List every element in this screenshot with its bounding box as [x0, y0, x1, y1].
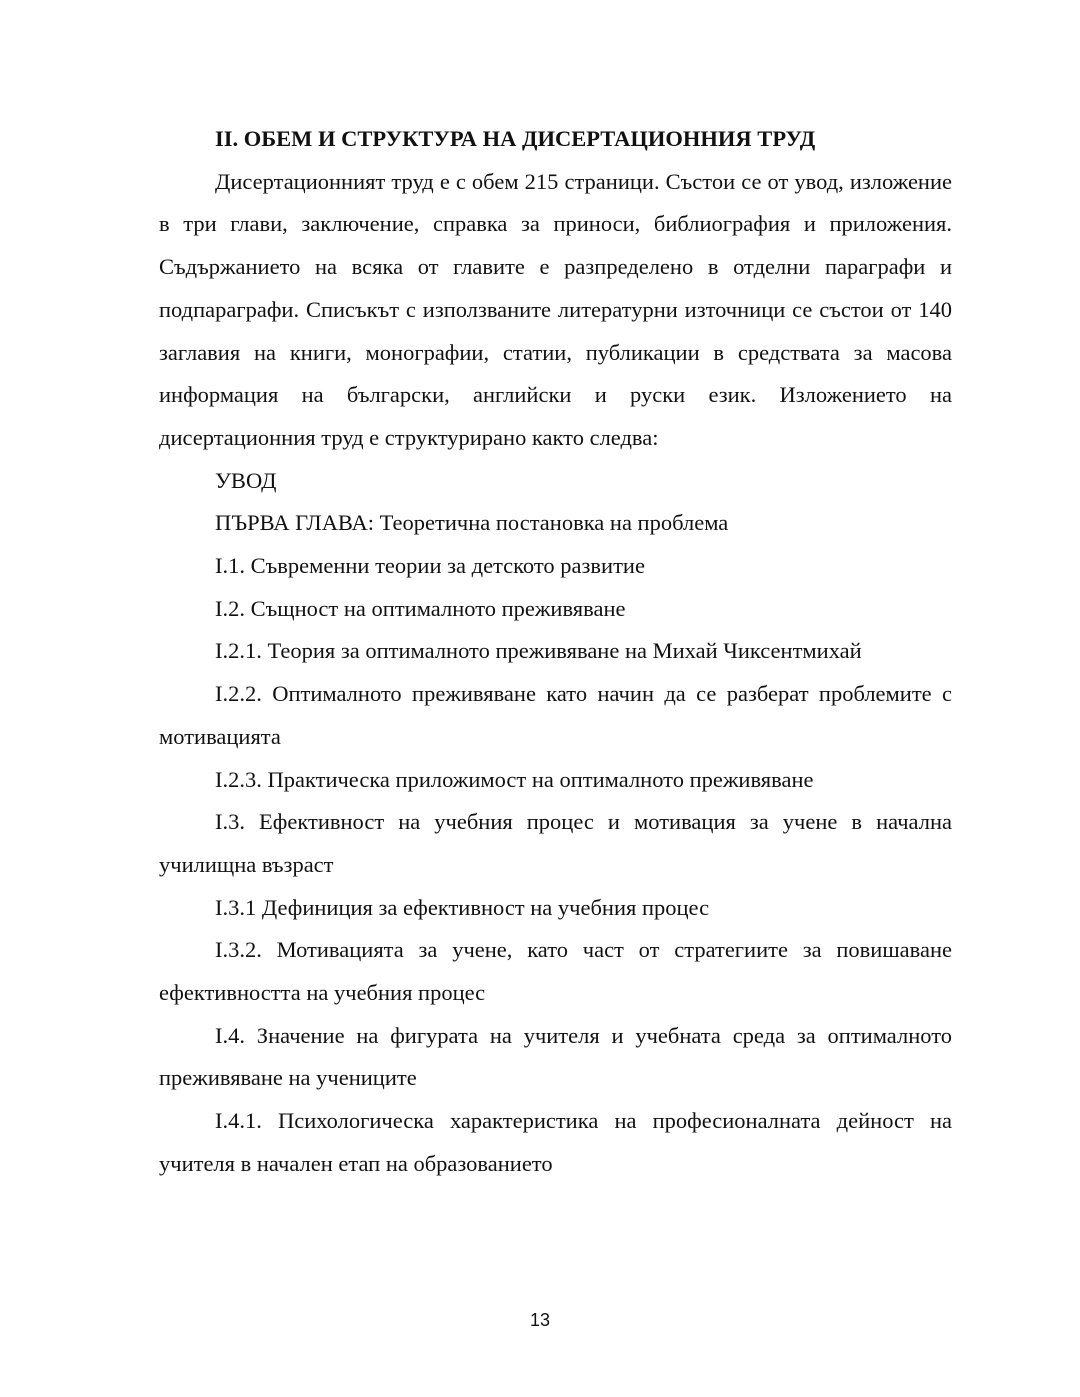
outline-item-1-2-1: I.2.1. Теория за оптималното преживяване на Михай Чиксентмихай	[215, 638, 862, 664]
page-number: 13	[529, 1310, 551, 1330]
outline-item-1-1: I.1. Съвременни теории за детското развитие	[215, 553, 645, 579]
outline-item-1-4: I.4. Значение на фигурата на учителя и учебната среда за оптималното преживяване на учениците	[159, 1022, 952, 1091]
outline-item-1-3-1: I.3.1 Дефиниция за ефективност на учебния процес	[215, 894, 710, 920]
page-content	[159, 118, 952, 1186]
outline-item-1-3-2: I.3.2. Мотивацията за учене, като част от стратегиите за повишаване ефективността на учебния процес	[159, 937, 952, 1006]
outline-item-1-4-1: I.4.1. Психологическа характеристика на професионалната дейност на учителя в начален етап на образованието	[159, 1108, 952, 1176]
outline-item-1-2-3: I.2.3. Практическа приложимост на оптималното преживяване	[215, 766, 814, 792]
outline-item-1-2: I.2. Същност на оптималното преживяване	[215, 595, 626, 621]
section-heading: II. ОБЕМ И СТРУКТУРА НА ДИСЕРТАЦИОННИЯ ТРУД	[215, 126, 816, 151]
outline-item-intro: УВОД	[215, 467, 277, 493]
intro-paragraph: Дисертационният труд е с обем 215 страници. Състои се от увод, изложение в три глави, заключение, справка за приноси, библиография и приложения. Съдържанието на всяка от главите е разпределено в отделни параграфи и подпараграфи. Списъкът с използваните литературни източници се състои от 140 заглавия на книги, монографии, статии, публикации в средствата за масова информация на български, английски и руски език. Изложението на дисертационния труд е структурирано както следва:	[159, 168, 952, 450]
outline-item-1-3: I.3. Ефективност на учебния процес и мотивация за учене в начална училищна възраст	[159, 809, 952, 877]
outline-item-chapter-one: ПЪРВА ГЛАВА: Теоретична постановка на проблема	[215, 510, 729, 536]
outline-item-1-2-2: I.2.2. Оптималното преживяване като начин да се разберат проблемите с мотивацията	[159, 681, 952, 749]
